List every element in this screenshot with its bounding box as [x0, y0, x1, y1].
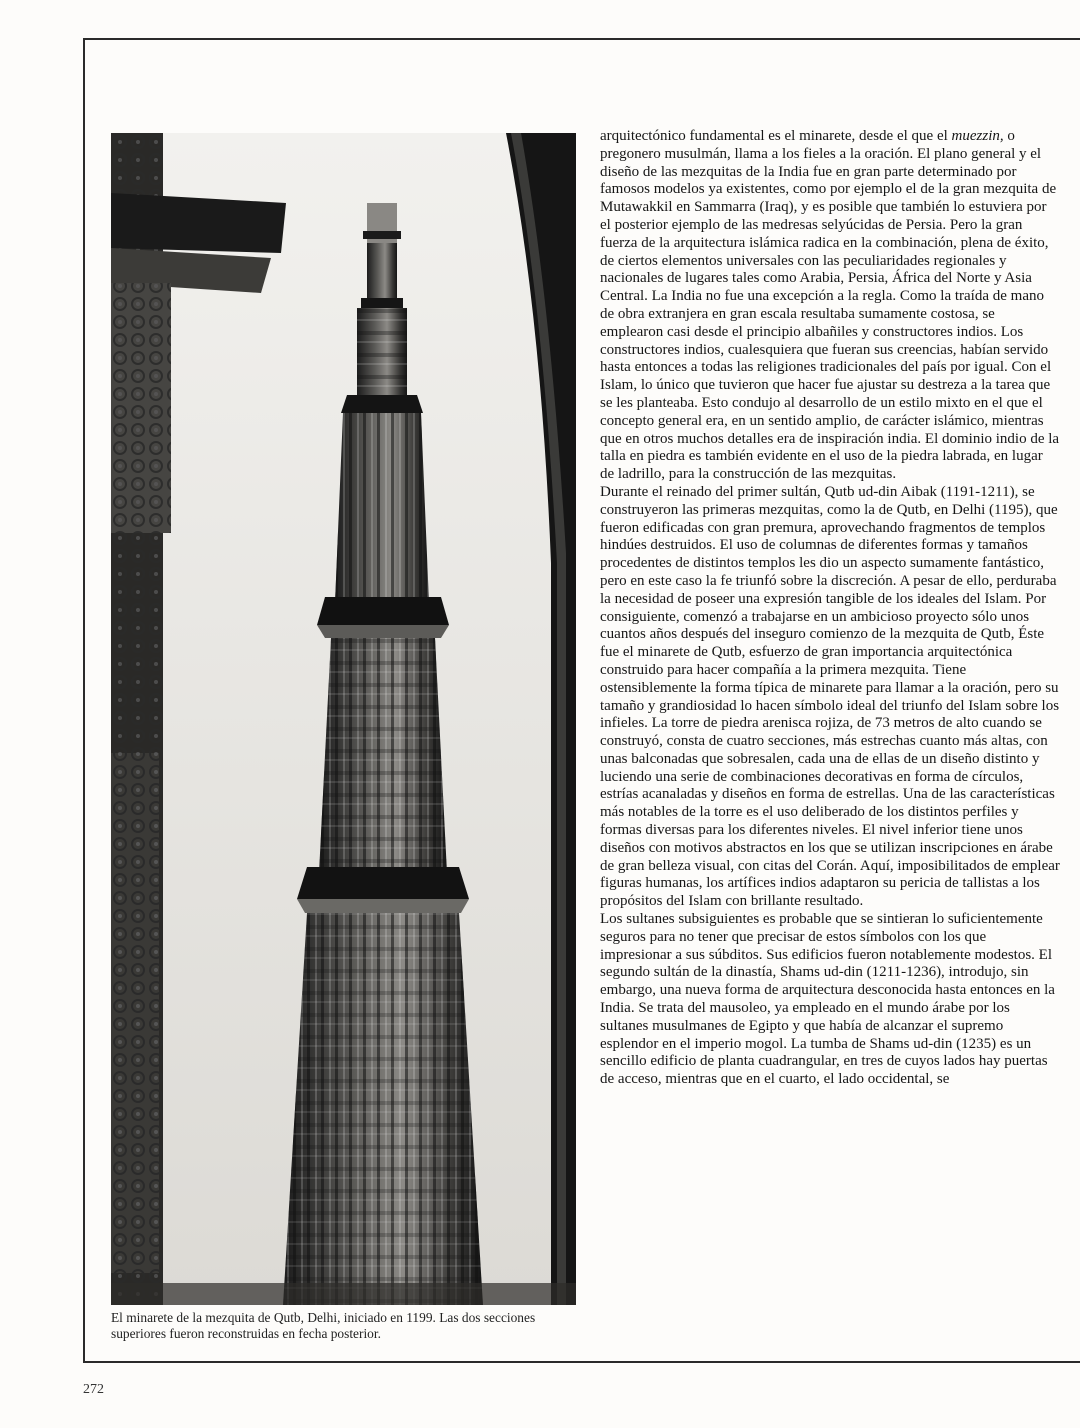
figure-caption: El minarete de la mezquita de Qutb, Delhi, iniciado en 1199. Las dos secciones superiores fueron reconstruidas en fecha posterior. — [111, 1310, 536, 1341]
minaret-photograph — [111, 133, 576, 1305]
paragraph-2: Durante el reinado del primer sultán, Qutb ud-din Aibak (1191-1211), se construyeron las primeras mezquitas, como la de Qutb, en Delhi (1195), que fueron edificadas con gran premura, aprovechando fragmentos de templos hindúes destruidos. El uso de columnas de diferentes formas y tamaños procedentes de distintos templos les dio un aspecto sumamente fantástico, pero en este caso la fe triunfó sobre la discreción. A pesar de ello, perduraba la necesidad de poseer una expresión tangible de los ideales del Islam. Por consiguiente, comenzó a trabajarse en un ambicioso proyecto sólo unos cuantos años después del inseguro comienzo de la mezquita de Qutb, Éste fue el minarete de Qutb, esfuerzo de gran importancia arquitectónica construido para hacer compañía a la primera mezquita. Tiene ostensiblemente la forma típica de minarete para llamar a la oración, pero su tamaño y grandiosidad lo hacen símbolo ideal del triunfo del Islam sobre los infieles. La torre de piedra arenisca rojiza, de 73 metros de alto cuando se construyó, consta de cuatro secciones, más estrechas cuanto más altas, con unas balconadas que sobresalen, cada una de ellas de un diseño distinto y luciendo una serie de combinaciones decorativas en forma de círculos, estrías acanaladas y diseños en forma de estrellas. Una de las características más notables de la torre es el uso deliberado de los distintos perfiles y formas diversas para los diferentes niveles. El nivel inferior tiene unos diseños con motivos abstractos en los que se utilizan inscripciones en árabe de gran belleza visual, con citas del Corán. Aquí, imposibilitados de emplear figuras humanas, los artífices indios adaptaron su pericia de tallistas a los propósitos del Islam con brillante resultado. — [600, 483, 1060, 910]
paragraph-1-rest: o pregonero musulmán, llama a los fieles a la oración. El plano general y el diseño de las mezquitas de la India fue en gran parte determinado por famosos modelos ya existentes, como por ejemplo el de la gran mezquita de Mutawakkil en Sammarra (Iraq), y es posible que también lo estuviera por el posterior ejemplo de las medresas selyúcidas de Persia. Pero la gran fuerza de la arquitectura islámica radica en la combinación, plena de éxito, de ciertos elementos universales con las peculiaridades regionales y nacionales de lugares tales como Arabia, Persia, África del Norte y Asia Central. La India no fue una excepción a la regla. Como la traída de mano de obra extranjera en gran escala resultaba sumamente costosa, se emplearon casi desde el principio albañiles y constructores indios. Los constructores indios, cualesquiera que fueran sus creencias, habían servido hasta entonces a todas las religiones tradicionales del país por igual. Con el Islam, lo único que tuvieron que hacer fue ajustar su destreza a la tarea que se les planteaba. Esto condujo al desarrollo de un estilo mixto en el que el concepto general era, en un sentido amplio, de carácter islámico, mientras que en otros muchos detalles era de inspiración india. El dominio indio de la talla en piedra es también evidente en el uso de la piedra labrada, en lugar de ladrillo, para la construcción de las mezquitas. — [600, 128, 1060, 483]
body-text-column — [600, 128, 1060, 1089]
frame-rule-left — [83, 38, 85, 1363]
paragraph-3: Los sultanes subsiguientes es probable que se sintieran lo suficientemente seguros para no tener que precisar de estos símbolos con los que impresionar a sus súbditos. Sus edificios fueron notablemente modestos. El segundo sultán de la dinastía, Shams ud-din (1211-1236), introdujo, sin embargo, una nueva forma de arquitectura desconocida hasta entonces en la India. Se trata del mausoleo, ya empleado en el mundo árabe por los sultanes musulmanes de Egipto y que había de alcanzar el supremo esplendor en el imperio mogol. La tumba de Shams ud-din (1235) es un sencillo edificio de planta cuadrangular, en tres de cuyos lados hay puertas de acceso, mientras que en el cuarto, el lado occidental, se — [600, 911, 1055, 1088]
italic-term-muezzin: muezzin, — [951, 128, 1004, 144]
paragraph-1 — [600, 128, 1060, 484]
paragraph-1-lead: arquitectónico fundamental es el minarete, desde el que el — [600, 128, 952, 144]
frame-rule-top — [83, 38, 1080, 40]
page-number: 272 — [83, 1382, 104, 1397]
frame-rule-bottom — [83, 1361, 1080, 1363]
